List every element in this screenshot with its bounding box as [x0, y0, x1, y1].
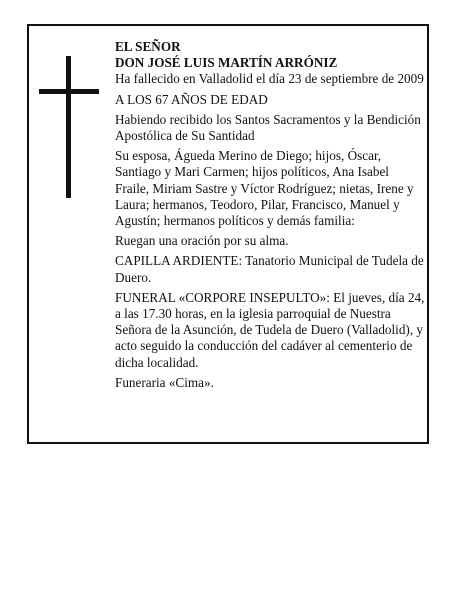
notice-text — [115, 39, 425, 391]
honorific: EL SEÑOR — [115, 39, 181, 54]
latin-cross-icon — [39, 56, 99, 198]
deceased-name: DON JOSÉ LUIS MARTÍN ARRÓNIZ — [115, 55, 338, 71]
obituary-notice — [27, 24, 429, 444]
funeral-home-line: Funeraria «Cima». — [115, 374, 214, 390]
death-announcement: Ha fallecido en Valladolid el día 23 de septiembre de 2009 — [115, 71, 424, 87]
age-line: A LOS 67 AÑOS DE EDAD — [115, 91, 268, 107]
chapel-line: CAPILLA ARDIENTE: Tanatorio Municipal de Tudela de Duero. — [115, 253, 424, 285]
sacraments-line: Habiendo recibido los Santos Sacramentos y la Bendición Apostólica de Su Santidad — [115, 111, 421, 144]
prayer-line: Ruegan una oración por su alma. — [115, 233, 289, 249]
cross-horizontal-bar — [39, 89, 99, 94]
cross-vertical-bar — [66, 56, 71, 198]
family-line: Su esposa, Águeda Merino de Diego; hijos, Óscar, Santiago y Mari Carmen; hijos políticos, Ana Isabel Fraile, Miriam Sastre y Víctor Rodríguez; nietas, Irene y Laura; hermanos, Teodoro, Pilar, Francisco, Manuel y Agustín; hermanos políticos y demás familia: — [115, 148, 414, 229]
funeral-line: FUNERAL «CORPORE INSEPULTO»: El jueves, día 24, a las 17.30 horas, en la iglesia parroquial de Nuestra Señora de la Asunción, de Tudela de Duero (Valladolid), y acto seguido la conducción del cadáver al cementerio de dicha localidad. — [115, 289, 425, 370]
